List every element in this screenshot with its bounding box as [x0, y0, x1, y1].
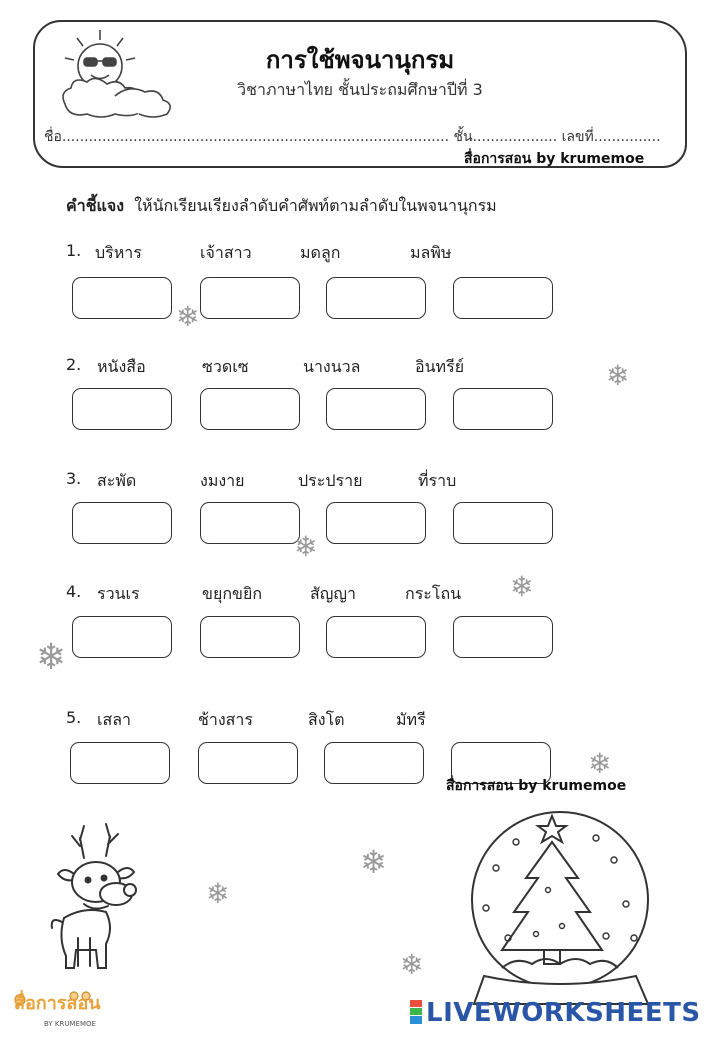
instructions-text: ให้นักเรียนเรียงลำดับคำศัพท์ตามลำดับในพจนานุกรม [134, 196, 497, 215]
answer-box-2-2[interactable] [200, 388, 300, 430]
word: เจ้าสาว [200, 243, 252, 262]
sun-cloud-illustration [55, 26, 185, 122]
instructions [66, 194, 497, 219]
question-number: 3. [66, 469, 82, 488]
word: กระโถน [405, 584, 462, 603]
word: รวนเร [97, 584, 140, 603]
snowflake-icon: ❄ [176, 300, 200, 333]
snowflake-icon: ❄ [606, 359, 630, 392]
snow-globe-illustration [456, 808, 666, 1008]
header-credit: สื่อการสอน by krumemoe [464, 151, 645, 167]
answer-box-5-3[interactable] [324, 742, 424, 784]
mid-credit: สื่อการสอน by krumemoe [446, 778, 627, 794]
word: สัญญา [310, 584, 357, 603]
answer-box-4-1[interactable] [72, 616, 172, 658]
question-number: 5. [66, 708, 82, 727]
word: ซวดเซ [202, 357, 249, 376]
krumemoe-logo-subtext: BY KRUMEMOE [44, 1020, 96, 1028]
krumemoe-logo-text: สื่อการสอน [14, 993, 101, 1014]
word: สะพัด [97, 471, 137, 490]
answer-box-4-3[interactable] [326, 616, 426, 658]
answer-box-1-1[interactable] [72, 277, 172, 319]
snowflake-icon: ❄ [360, 843, 387, 881]
word: อินทรีย์ [415, 357, 465, 376]
snowflake-icon: ❄ [206, 877, 230, 910]
snowflake-icon: ❄ [510, 570, 534, 603]
question-number: 4. [66, 582, 82, 601]
word: สิงโต [308, 710, 345, 729]
instructions-label: คำชี้แจง [66, 196, 125, 215]
word: มดลูก [300, 243, 341, 262]
answer-box-4-4[interactable] [453, 616, 553, 658]
page-subtitle: วิชาภาษาไทย ชั้นประถมศึกษาปีที่ 3 [237, 80, 483, 99]
liveworksheets-logo[interactable] [410, 998, 701, 1028]
answer-box-2-1[interactable] [72, 388, 172, 430]
word: ประปราย [298, 471, 363, 490]
snowflake-icon: ❄ [294, 530, 318, 563]
word: ที่ราบ [418, 471, 457, 490]
reindeer-illustration [44, 818, 154, 973]
answer-box-3-2[interactable] [200, 502, 300, 544]
answer-box-4-2[interactable] [200, 616, 300, 658]
word: หนังสือ [97, 357, 146, 376]
answer-box-1-4[interactable] [453, 277, 553, 319]
word: มลพิษ [410, 243, 452, 262]
answer-box-5-2[interactable] [198, 742, 298, 784]
snowflake-icon: ❄ [36, 637, 67, 678]
answer-box-3-4[interactable] [453, 502, 553, 544]
question-number: 2. [66, 355, 82, 374]
student-info-line: ชื่อ....................................................................................... ชั้น................... เลขที่............... [44, 129, 661, 145]
word: เสลา [97, 710, 132, 729]
liveworksheets-badge-icon [410, 1000, 422, 1024]
word: ช้างสาร [198, 710, 253, 729]
word: งมงาย [200, 471, 245, 490]
question-number: 1. [66, 241, 82, 260]
snowflake-icon: ❄ [588, 747, 612, 780]
word: มัทรี [396, 710, 426, 729]
page-title: การใช้พจนานุกรม [265, 46, 455, 74]
answer-box-3-3[interactable] [326, 502, 426, 544]
answer-box-5-1[interactable] [70, 742, 170, 784]
word: บริหาร [95, 243, 142, 262]
answer-box-1-3[interactable] [326, 277, 426, 319]
answer-box-3-1[interactable] [72, 502, 172, 544]
word: ขยุกขยิก [202, 584, 262, 603]
answer-box-2-3[interactable] [326, 388, 426, 430]
answer-box-2-4[interactable] [453, 388, 553, 430]
answer-box-1-2[interactable] [200, 277, 300, 319]
liveworksheets-brand: LIVEWORKSHEETS [426, 998, 701, 1028]
word: นางนวล [303, 357, 361, 376]
snowflake-icon: ❄ [400, 948, 424, 981]
